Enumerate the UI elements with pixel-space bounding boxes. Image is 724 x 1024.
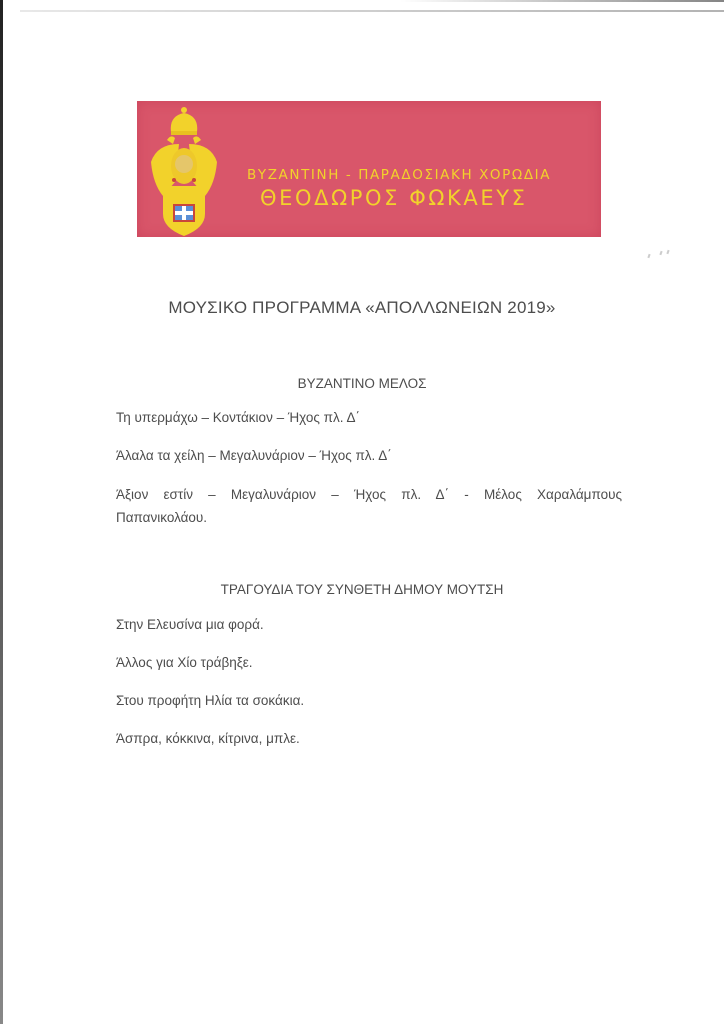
program-item: Στην Ελευσίνα μια φορά. (116, 617, 264, 632)
section-heading: ΤΡΑΓΟΥΔΙΑ ΤΟΥ ΣΥΝΘΕΤΗ ΔΗΜΟΥ ΜΟΥΤΣΗ (220, 582, 504, 597)
scan-line-top (20, 10, 724, 12)
scan-speck (647, 254, 650, 258)
program-item: Άξιον εστίν – Μεγαλυνάριον – Ήχος πλ. Δ΄ - Μέλος Χαραλάμπους Παπανικολάου. (116, 487, 622, 525)
program-item: Άλαλα τα χείλη – Μεγαλυνάριον – Ήχος πλ. Δ΄ (116, 448, 392, 463)
choir-name-text: ΘΕΟΔΩΡΟΣ ΦΩΚΑΕΥΣ (260, 186, 528, 210)
scan-edge-left (0, 0, 3, 1024)
scan-speck (659, 251, 662, 255)
page-title: ΜΟΥΣΙΚΟ ΠΡΟΓΡΑΜΜΑ «ΑΠΟΛΛΩΝΕΙΩΝ 2019» (168, 298, 556, 317)
choir-banner (137, 101, 601, 237)
scan-speck (666, 250, 669, 254)
choir-type-text: ΒΥΖΑΝΤΙΝΗ - ΠΑΡΑΔΟΣΙΑΚΗ ΧΟΡΩΔΙΑ (247, 167, 552, 183)
double-headed-eagle-icon (149, 104, 219, 236)
program-item: Τη υπερμάχω – Κοντάκιον – Ήχος πλ. Δ΄ (116, 410, 360, 425)
program-item: Άλλος για Χίο τράβηξε. (116, 655, 253, 670)
scan-edge-top (400, 0, 724, 2)
program-item: Στου προφήτη Ηλία τα σοκάκια. (116, 693, 305, 708)
section-heading: ΒΥΖΑΝΤΙΝΟ ΜΕΛΟΣ (297, 376, 427, 391)
program-item: Άσπρα, κόκκινα, κίτρινα, μπλε. (116, 731, 300, 746)
